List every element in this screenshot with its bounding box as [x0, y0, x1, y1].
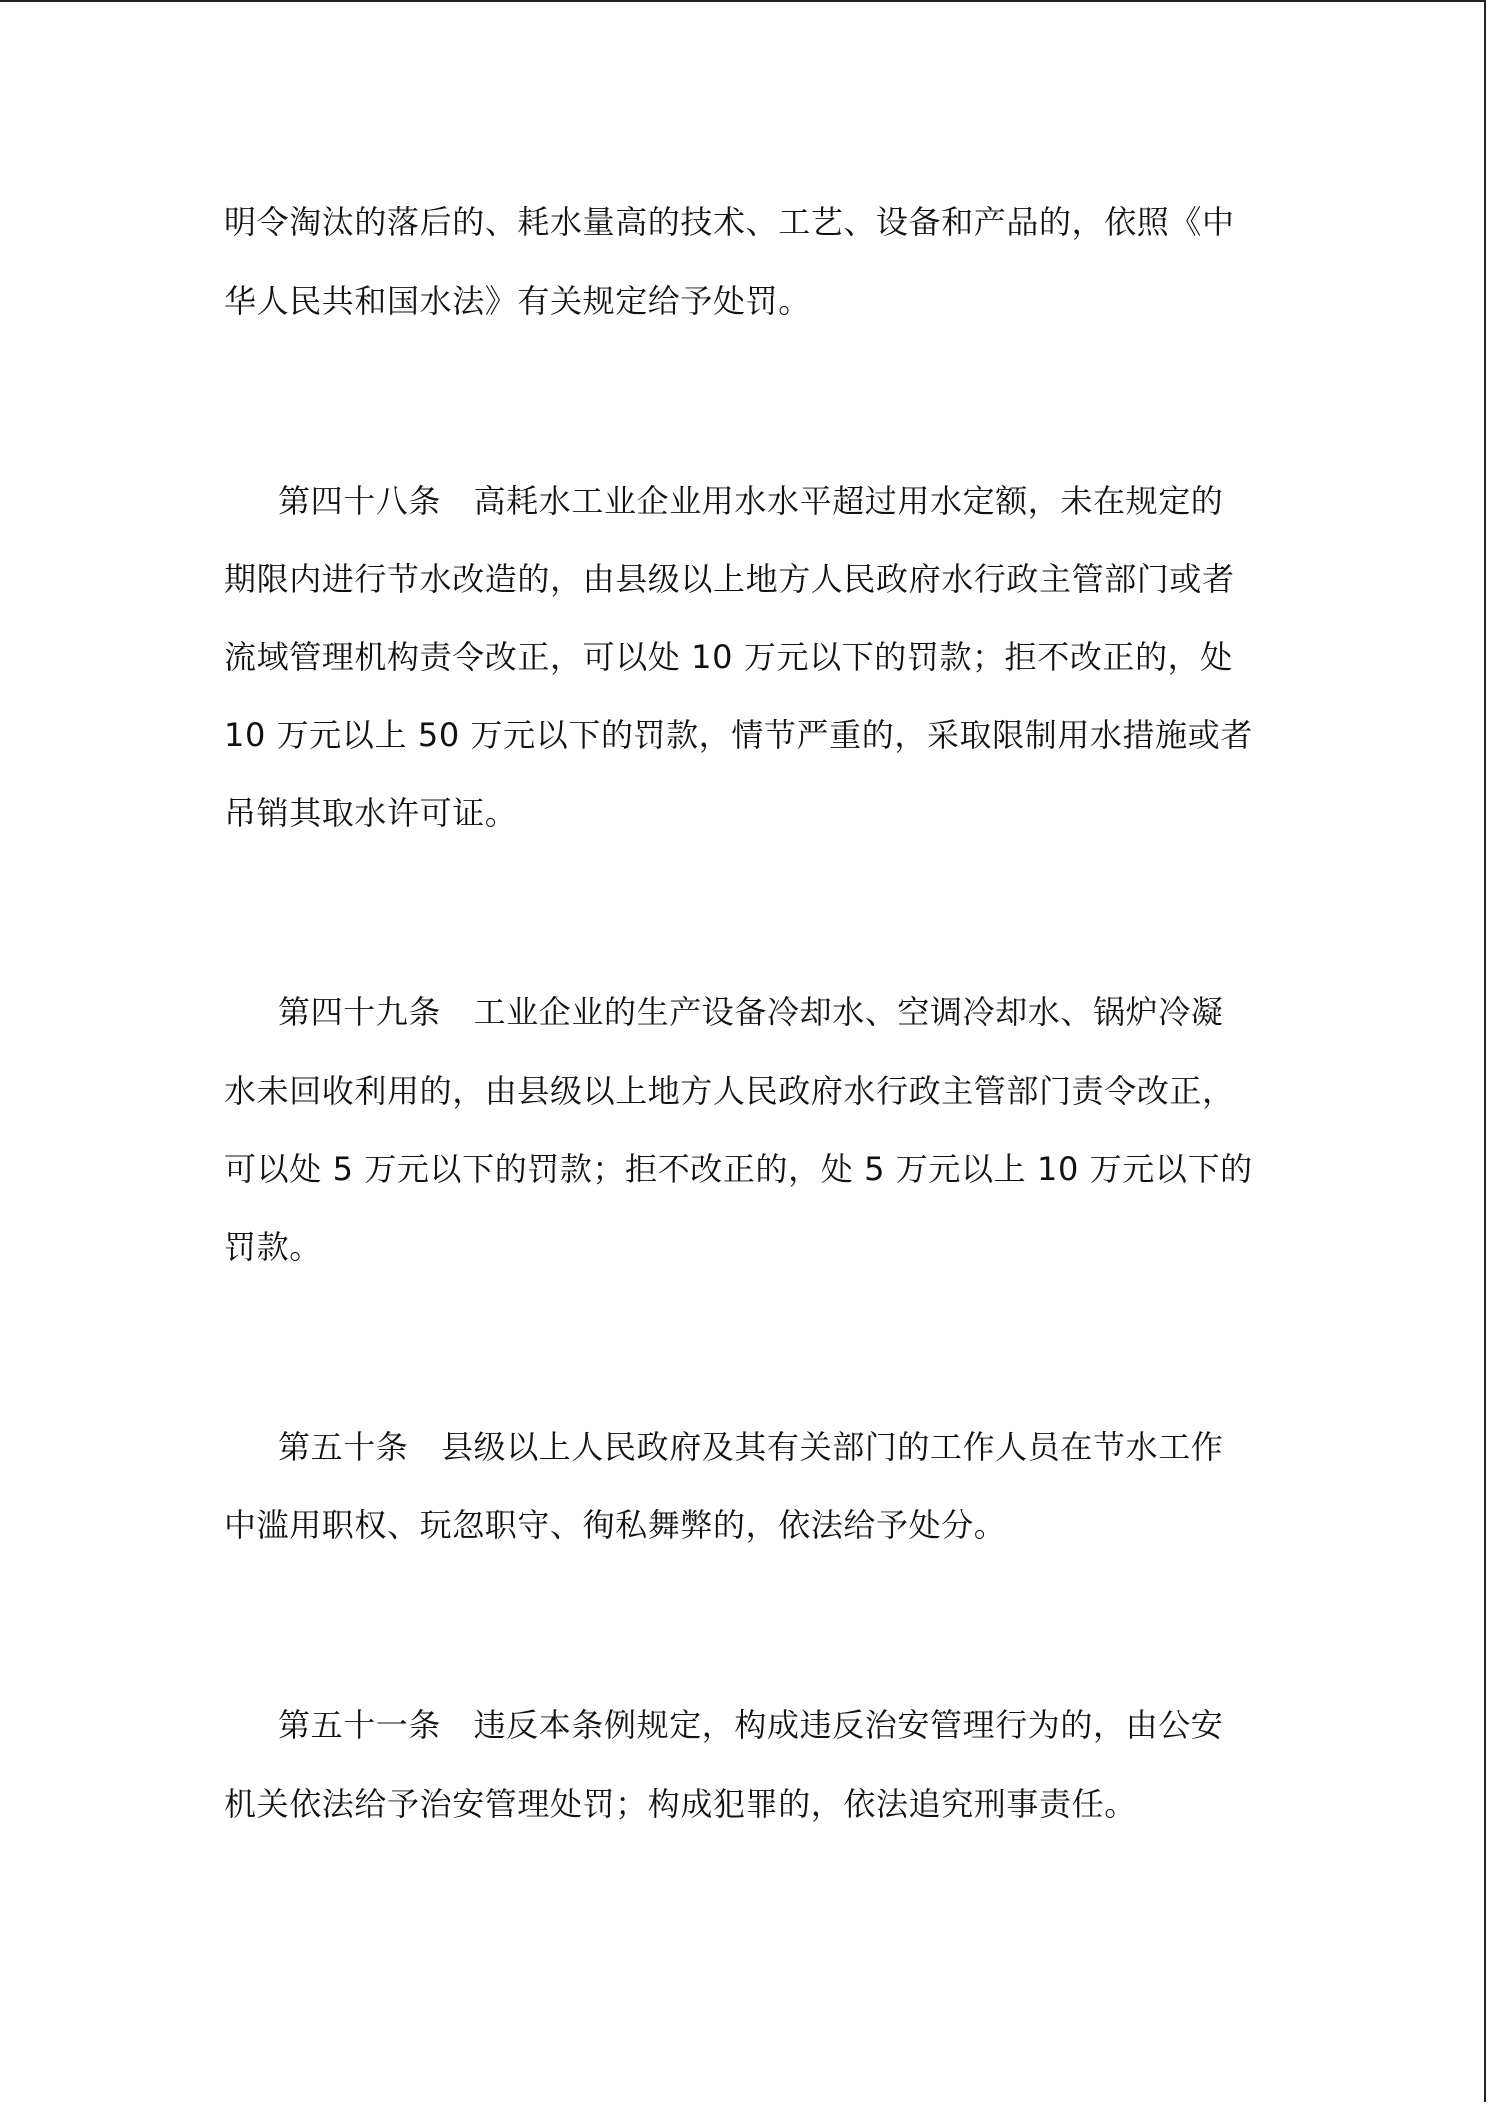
article-51-line: 机关依法给予治安管理处罚；构成犯罪的，依法追究刑事责任。 [224, 1785, 1137, 1823]
article-48-line: 吊销其取水许可证。 [224, 794, 518, 832]
paragraph-line: 明令淘汰的落后的、耗水量高的技术、工艺、设备和产品的，依照《中 [224, 203, 1235, 241]
article-48-line: 10 万元以上 50 万元以下的罚款，情节严重的，采取限制用水措施或者 [224, 716, 1253, 754]
article-50-line: 第五十条 县级以上人民政府及其有关部门的工作人员在节水工作 [278, 1428, 1224, 1466]
article-49-line: 可以处 5 万元以下的罚款；拒不改正的，处 5 万元以上 10 万元以下的 [224, 1150, 1253, 1188]
article-48-line: 期限内进行节水改造的，由县级以上地方人民政府水行政主管部门或者 [224, 560, 1235, 598]
paragraph-line: 华人民共和国水法》有关规定给予处罚。 [224, 282, 811, 320]
article-48-line: 流域管理机构责令改正，可以处 10 万元以下的罚款；拒不改正的，处 [224, 638, 1233, 676]
article-49-line: 罚款。 [224, 1228, 322, 1266]
article-49-line: 第四十九条 工业企业的生产设备冷却水、空调冷却水、锅炉冷凝 [278, 993, 1224, 1031]
article-50-line: 中滥用职权、玩忽职守、徇私舞弊的，依法给予处分。 [224, 1506, 1007, 1544]
article-49-line: 水未回收利用的，由县级以上地方人民政府水行政主管部门责令改正， [224, 1072, 1235, 1110]
article-51-line: 第五十一条 违反本条例规定，构成违反治安管理行为的，由公安 [278, 1706, 1224, 1744]
article-48-line: 第四十八条 高耗水工业企业用水水平超过用水定额，未在规定的 [278, 482, 1224, 520]
